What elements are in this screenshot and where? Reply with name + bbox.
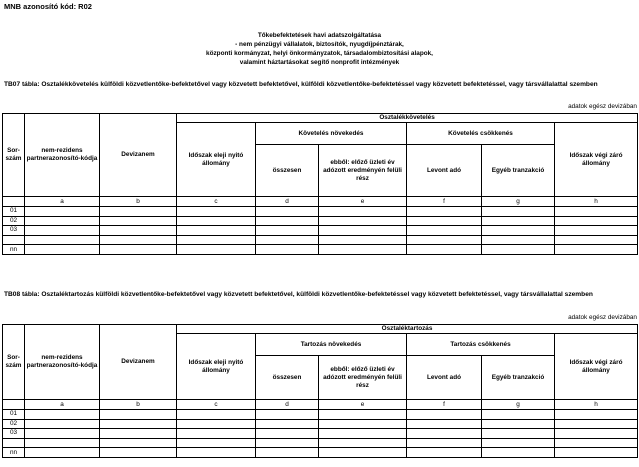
cell[interactable]: [256, 448, 319, 458]
cell[interactable]: [482, 207, 555, 217]
cell[interactable]: [25, 235, 100, 245]
cell[interactable]: [319, 448, 407, 458]
cell[interactable]: [555, 226, 638, 236]
form-code: MNB azonosító kód: R02: [4, 2, 92, 11]
cell[interactable]: [407, 438, 482, 448]
col-devizanem: Devizanem: [100, 325, 177, 400]
cell[interactable]: [256, 419, 319, 429]
cell[interactable]: [555, 438, 638, 448]
cell[interactable]: [100, 410, 177, 420]
cell[interactable]: [482, 419, 555, 429]
cell[interactable]: [100, 429, 177, 439]
col-devizanem: Devizanem: [100, 114, 177, 197]
letter-a: a: [25, 400, 100, 410]
table-row: [3, 438, 638, 448]
letter-d: d: [256, 197, 319, 207]
cell[interactable]: [25, 410, 100, 420]
col-sorszam: Sor-szám: [3, 325, 25, 400]
cell[interactable]: [177, 235, 256, 245]
cell[interactable]: [482, 245, 555, 255]
heading-line-3: központi kormányzat, helyi önkormányzatok, társadalombiztosítási alapok,: [206, 50, 433, 57]
row-number: [3, 438, 25, 448]
col-nyito: Időszak eleji nyitó állomány: [177, 123, 256, 197]
letter-g: g: [482, 197, 555, 207]
col-partner: nem-rezidens partnerazonosító-kódja: [25, 114, 100, 197]
cell[interactable]: [256, 235, 319, 245]
cell[interactable]: [319, 438, 407, 448]
letter-h: h: [555, 400, 638, 410]
letter-b: b: [100, 197, 177, 207]
cell[interactable]: [319, 216, 407, 226]
col-osszesen: összesen: [256, 356, 319, 400]
col-osszesen: összesen: [256, 145, 319, 197]
cell[interactable]: [177, 438, 256, 448]
letter-f: f: [407, 197, 482, 207]
cell[interactable]: [100, 419, 177, 429]
col-levont-ado: Levont adó: [407, 356, 482, 400]
cell[interactable]: [25, 438, 100, 448]
cell[interactable]: [555, 216, 638, 226]
cell[interactable]: [482, 410, 555, 420]
row-number: 01: [3, 410, 25, 420]
letter-d: d: [256, 400, 319, 410]
cell[interactable]: [555, 207, 638, 217]
cell[interactable]: [555, 410, 638, 420]
cell[interactable]: [407, 226, 482, 236]
cell[interactable]: [100, 235, 177, 245]
cell[interactable]: [177, 207, 256, 217]
row-number: nn: [3, 448, 25, 458]
table-row: [3, 429, 638, 439]
table-row: [3, 207, 638, 217]
col-zaro: Időszak végi záró állomány: [555, 334, 638, 400]
cell[interactable]: [25, 216, 100, 226]
table2: [2, 324, 638, 458]
cell[interactable]: [25, 245, 100, 255]
letter-g: g: [482, 400, 555, 410]
col-zaro: Időszak végi záró állomány: [555, 123, 638, 197]
letter-f: f: [407, 400, 482, 410]
heading-line-1: Tőkebefektetések havi adatszolgáltatása: [257, 32, 382, 39]
cell[interactable]: [256, 207, 319, 217]
cell[interactable]: [482, 226, 555, 236]
cell[interactable]: [25, 419, 100, 429]
cell[interactable]: [25, 429, 100, 439]
cell[interactable]: [100, 207, 177, 217]
letter-row: [3, 197, 638, 207]
cell[interactable]: [407, 410, 482, 420]
table1-title: TB07 tábla: Osztalékkövetelés külföldi közvetlentőke-befektetővel vagy közvetett befektetővel, külföldi közvetlentőke-befektetéssel vagy közvetett befektetéssel, vagy társvállalattal szemben: [4, 81, 598, 88]
col-ebbol: ebből: előző üzleti év adózott eredményén felüli rész: [319, 145, 407, 197]
cell[interactable]: [177, 448, 256, 458]
letter-e: e: [319, 400, 407, 410]
cell[interactable]: [256, 216, 319, 226]
table-row: [3, 419, 638, 429]
cell[interactable]: [555, 245, 638, 255]
cell[interactable]: [555, 235, 638, 245]
letter-row: [3, 400, 638, 410]
col-partner: nem-rezidens partnerazonosító-kódja: [25, 325, 100, 400]
table-row: [3, 410, 638, 420]
cell[interactable]: [319, 429, 407, 439]
cell[interactable]: [256, 429, 319, 439]
cell[interactable]: [555, 429, 638, 439]
row-number: 03: [3, 429, 25, 439]
cell[interactable]: [555, 448, 638, 458]
cell[interactable]: [482, 438, 555, 448]
table-row: [3, 245, 638, 255]
table2-increase-header: Tartozás növekedés: [256, 334, 407, 356]
cell[interactable]: [25, 207, 100, 217]
table-row: [3, 226, 638, 236]
cell[interactable]: [319, 226, 407, 236]
table2-group-header: Osztaléktartozás: [177, 325, 638, 334]
table-row: [3, 448, 638, 458]
cell[interactable]: [100, 245, 177, 255]
table2-unit: adatok egész devizában: [568, 314, 637, 321]
table1-decrease-header: Követelés csökkenés: [407, 123, 555, 145]
cell[interactable]: [256, 438, 319, 448]
row-number: 03: [3, 226, 25, 236]
report-heading: [0, 31, 639, 67]
cell[interactable]: [319, 207, 407, 217]
col-sorszam: Sor-szám: [3, 114, 25, 197]
heading-line-4: valamint háztartásokat segítő nonprofit intézmények: [239, 59, 400, 66]
cell[interactable]: [177, 245, 256, 255]
cell[interactable]: [407, 216, 482, 226]
table-row: [3, 235, 638, 245]
cell[interactable]: [256, 410, 319, 420]
letter-h: h: [555, 197, 638, 207]
col-ebbol: ebből: előző üzleti év adózott eredményén felüli rész: [319, 356, 407, 400]
cell[interactable]: [319, 410, 407, 420]
cell[interactable]: [407, 245, 482, 255]
cell[interactable]: [407, 235, 482, 245]
row-number: [3, 235, 25, 245]
cell[interactable]: [100, 226, 177, 236]
cell[interactable]: [407, 207, 482, 217]
row-number: 02: [3, 216, 25, 226]
cell[interactable]: [177, 216, 256, 226]
cell[interactable]: [319, 235, 407, 245]
letter-e: e: [319, 197, 407, 207]
cell[interactable]: [177, 429, 256, 439]
cell[interactable]: [256, 245, 319, 255]
cell[interactable]: [319, 245, 407, 255]
table2-decrease-header: Tartozás csökkenés: [407, 334, 555, 356]
cell[interactable]: [177, 226, 256, 236]
row-number: 02: [3, 419, 25, 429]
table1-group-header: Osztalékkövetelés: [177, 114, 638, 123]
cell[interactable]: [407, 429, 482, 439]
letter-a: a: [25, 197, 100, 207]
table1: [2, 113, 638, 255]
table-row: [3, 216, 638, 226]
cell[interactable]: [482, 429, 555, 439]
cell[interactable]: [482, 448, 555, 458]
cell[interactable]: [177, 419, 256, 429]
heading-line-2: - nem pénzügyi vállalatok, biztosítók, nyugdíjpénztárak,: [235, 41, 404, 48]
cell[interactable]: [25, 226, 100, 236]
cell[interactable]: [482, 235, 555, 245]
cell[interactable]: [25, 448, 100, 458]
cell[interactable]: [100, 216, 177, 226]
col-egyeb: Egyéb tranzakció: [482, 356, 555, 400]
table1-increase-header: Követelés növekedés: [256, 123, 407, 145]
table2-title: TB08 tábla: Osztaléktartozás külföldi közvetlentőke-befektetővel vagy közvetett befektetővel, külföldi közvetlentőke-befektetéssel vagy közvetett befektetéssel, vagy társvállalattal szemben: [4, 291, 593, 298]
table1-unit: adatok egész devizában: [568, 103, 637, 110]
cell[interactable]: [407, 448, 482, 458]
letter-b: b: [100, 400, 177, 410]
cell[interactable]: [482, 216, 555, 226]
cell[interactable]: [177, 410, 256, 420]
col-levont-ado: Levont adó: [407, 145, 482, 197]
cell[interactable]: [100, 448, 177, 458]
cell[interactable]: [100, 438, 177, 448]
col-nyito: Időszak eleji nyitó állomány: [177, 334, 256, 400]
col-egyeb: Egyéb tranzakció: [482, 145, 555, 197]
row-number: nn: [3, 245, 25, 255]
letter-c: c: [177, 197, 256, 207]
cell[interactable]: [407, 419, 482, 429]
letter-c: c: [177, 400, 256, 410]
cell[interactable]: [555, 419, 638, 429]
row-number: 01: [3, 207, 25, 217]
cell[interactable]: [256, 226, 319, 236]
cell[interactable]: [319, 419, 407, 429]
